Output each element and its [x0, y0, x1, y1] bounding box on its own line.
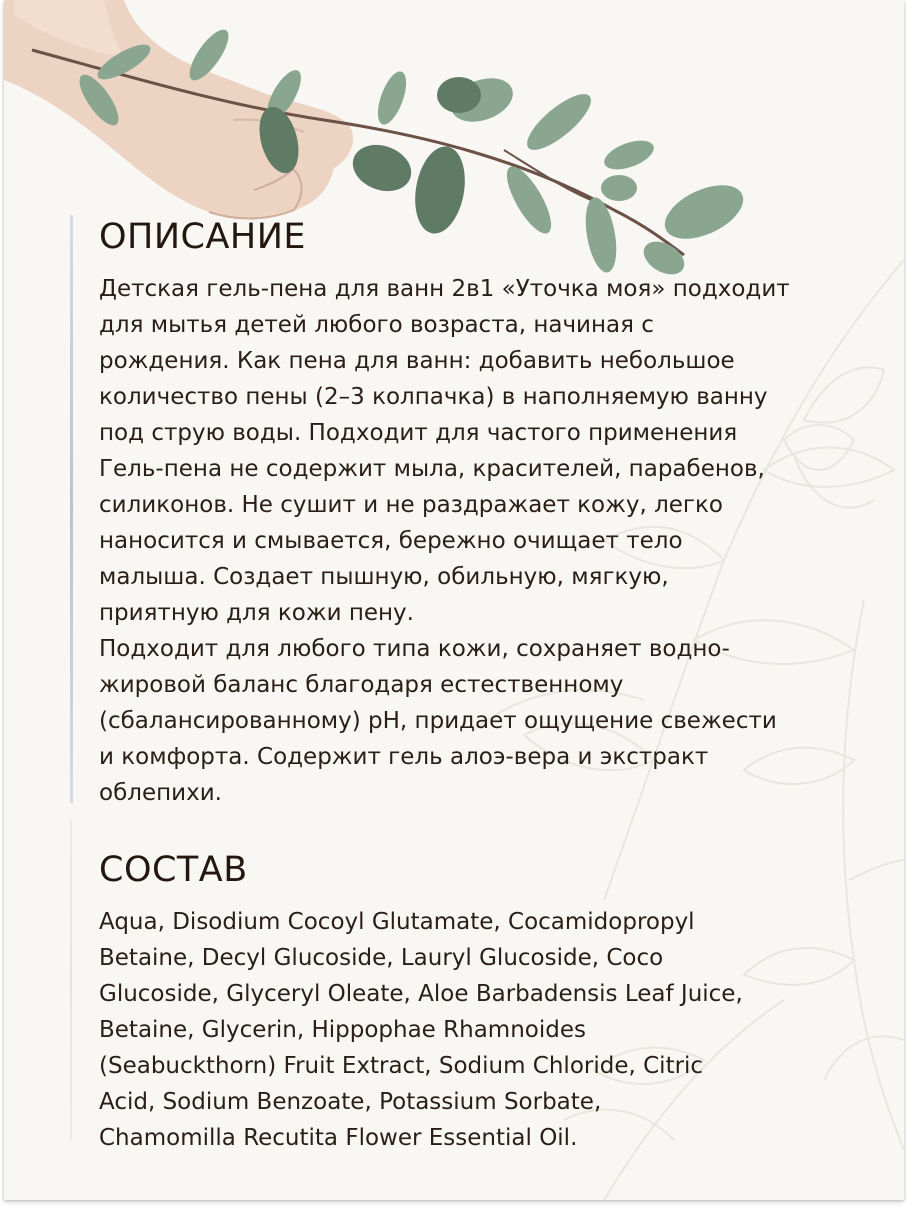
composition-text: [99, 904, 779, 1156]
composition-line: Aqua, Disodium Cocoyl Glutamate, Cocamidopropyl: [99, 909, 695, 935]
description-line: облепихи.: [99, 780, 222, 806]
composition-line: Glucoside, Glyceryl Oleate, Aloe Barbadensis Leaf Juice,: [99, 981, 743, 1007]
description-line: для мытья детей любого возраста, начиная с: [99, 312, 654, 338]
description-line: приятную для кожи пену.: [99, 600, 414, 626]
description-line: (сбалансированному) pH, придает ощущение свежести: [99, 708, 777, 734]
description-line: Гель-пена не содержит мыла, красителей, парабенов,: [99, 456, 765, 482]
description-line: под струю воды. Подходит для частого применения: [99, 420, 738, 446]
hand-illustration: [4, 0, 353, 219]
description-line: силиконов. Не сушит и не раздражает кожу, легко: [99, 492, 723, 518]
composition-line: Chamomilla Recutita Flower Essential Oil.: [99, 1125, 578, 1151]
composition-line: (Seabuckthorn) Fruit Extract, Sodium Chloride, Citric: [99, 1053, 704, 1079]
accent-bar-description: [70, 215, 73, 803]
composition-line: Betaine, Glycerin, Hippophae Rhamnoides: [99, 1017, 586, 1043]
description-text: [99, 271, 834, 811]
description-line: количество пены (2–3 колпачка) в наполняемую ванну: [99, 384, 768, 410]
description-line: наносится и смывается, бережно очищает тело: [99, 528, 683, 554]
accent-bar-composition: [70, 820, 72, 1140]
description-line: малыша. Создает пышную, обильную, мягкую,: [99, 564, 669, 590]
composition-line: Acid, Sodium Benzoate, Potassium Sorbate,: [99, 1089, 602, 1115]
description-line: рождения. Как пена для ванн: добавить небольшое: [99, 348, 735, 374]
description-line: Детская гель-пена для ванн 2в1 «Уточка моя» подходит: [99, 276, 790, 302]
composition-heading: СОСТАВ: [99, 850, 248, 890]
description-line: Подходит для любого типа кожи, сохраняет водно-: [99, 636, 730, 662]
description-heading: ОПИСАНИЕ: [99, 217, 307, 257]
description-line: и комфорта. Содержит гель алоэ-вера и экстракт: [99, 744, 709, 770]
page-card: [4, 0, 904, 1200]
composition-line: Betaine, Decyl Glucoside, Lauryl Glucoside, Coco: [99, 945, 664, 971]
description-line: жировой баланс благодаря естественному: [99, 672, 624, 698]
